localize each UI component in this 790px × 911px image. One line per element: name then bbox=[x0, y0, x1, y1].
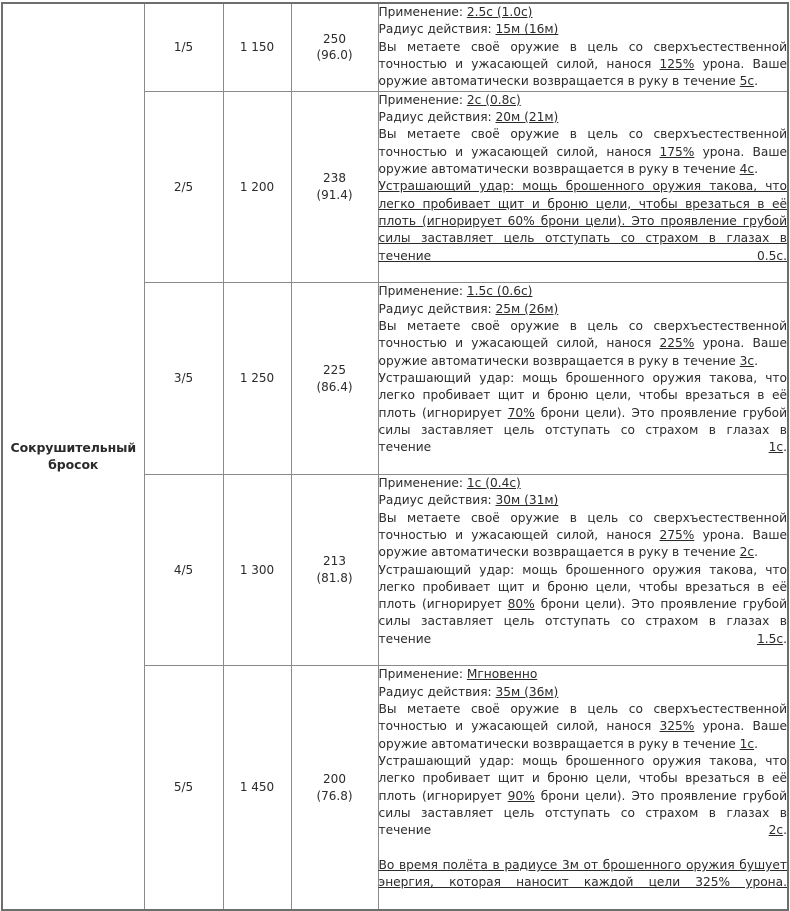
desc-part-3: . bbox=[754, 161, 758, 176]
cost-cell: 1 200 bbox=[223, 91, 291, 283]
desc-part-2: урона. Ваше оружие автоматически возвращается в руку в течение bbox=[378, 56, 787, 89]
rank-cell: 5/5 bbox=[144, 666, 223, 910]
description-paragraph bbox=[379, 39, 788, 91]
cast-value: 2с (0.8с) bbox=[466, 92, 521, 107]
stun-part-2: брони цели). Это проявление грубой силы заставляет цель отступать со страхом в глазах в течение bbox=[378, 405, 788, 455]
skill-table-body bbox=[2, 3, 788, 910]
stun-part-2: брони цели). Это проявление грубой силы заставляет цель отступать со страхом в глазах в течение bbox=[378, 788, 788, 838]
cast-value: Мгновенно bbox=[466, 667, 538, 682]
cast-label: Применение: bbox=[378, 92, 463, 107]
skill-rank-table bbox=[1, 2, 789, 911]
damage-sub: (86.4) bbox=[316, 379, 353, 394]
desc-part-3: . bbox=[754, 736, 758, 751]
damage-sub: (81.8) bbox=[316, 571, 353, 586]
stun-part-1: Устрашающий удар: мощь брошенного оружия такова, что легко пробивает щит и броню цели, чтобы врезаться в её плоть (игнорирует bbox=[378, 370, 787, 420]
desc-damage-percent: 325% bbox=[659, 719, 695, 734]
damage-main: 213 bbox=[323, 554, 346, 569]
desc-part-1: Вы метаете своё оружие в цель со сверхъестественной точностью и ужасающей силой, нанося bbox=[378, 39, 787, 71]
stun-part-2: брони цели). Это проявление грубой силы заставляет цель отступать со страхом в глазах в течение bbox=[378, 597, 788, 646]
stun-paragraph bbox=[379, 370, 788, 474]
stun-part-3: . bbox=[783, 440, 787, 455]
desc-return-time: 4с bbox=[739, 161, 755, 176]
cast-line bbox=[379, 283, 788, 300]
detail-cell bbox=[378, 283, 788, 475]
cost-cell: 1 250 bbox=[223, 283, 291, 475]
stun-part-3: . bbox=[783, 631, 787, 646]
range-line bbox=[379, 492, 788, 509]
stun-armor-percent: 90% bbox=[507, 788, 535, 803]
range-label: Радиус действия: bbox=[378, 22, 492, 37]
damage-cell bbox=[291, 3, 378, 91]
cast-label: Применение: bbox=[378, 284, 463, 299]
cast-label: Применение: bbox=[378, 5, 463, 19]
desc-return-time: 2с bbox=[739, 545, 755, 560]
range-value: 35м (36м) bbox=[495, 684, 559, 699]
stun-armor-percent: 80% bbox=[507, 597, 535, 612]
stun-duration: 1.5с bbox=[757, 631, 784, 646]
desc-damage-percent: 175% bbox=[659, 144, 695, 159]
desc-part-3: . bbox=[754, 353, 758, 368]
damage-sub: (76.8) bbox=[316, 788, 353, 803]
desc-return-time: 5с bbox=[739, 74, 755, 89]
skill-name-cell: Сокрушительный бросок bbox=[2, 3, 144, 910]
desc-part-1: Вы метаете своё оружие в цель со сверхъестественной точностью и ужасающей силой, нанося bbox=[378, 510, 787, 542]
detail-cell bbox=[378, 3, 788, 91]
stun-paragraph: Устрашающий удар: мощь брошенного оружия такова, что легко пробивает щит и броню цели, чтобы врезаться в её плоть (игнорирует 60% брони цели). Это проявление грубой силы заставляет цель отступать со страхом в глазах в течение 0.5с. bbox=[378, 179, 787, 263]
description-paragraph bbox=[379, 126, 788, 178]
stun-paragraph bbox=[379, 562, 788, 666]
damage-main: 200 bbox=[323, 771, 346, 786]
cost-cell: 1 150 bbox=[223, 3, 291, 91]
description-paragraph bbox=[379, 701, 788, 753]
rank-cell: 3/5 bbox=[144, 283, 223, 475]
desc-part-3: . bbox=[754, 74, 758, 89]
range-label: Радиус действия: bbox=[378, 109, 492, 124]
stun-part-1: Устрашающий удар: мощь брошенного оружия такова, что легко пробивает щит и броню цели, чтобы врезаться в её плоть (игнорирует bbox=[378, 562, 787, 612]
damage-cell bbox=[291, 91, 378, 283]
damage-main: 238 bbox=[323, 171, 346, 186]
cast-line bbox=[379, 92, 788, 109]
damage-main: 250 bbox=[323, 31, 346, 46]
cost-cell: 1 450 bbox=[223, 666, 291, 910]
desc-part-3: . bbox=[754, 545, 758, 560]
range-label: Радиус действия: bbox=[378, 493, 492, 508]
stun-paragraph bbox=[379, 753, 788, 857]
stun-armor-percent: 70% bbox=[507, 405, 535, 420]
desc-part-2: урона. Ваше оружие автоматически возвращается в руку в течение bbox=[378, 336, 787, 368]
range-line bbox=[379, 684, 788, 701]
rank-cell: 4/5 bbox=[144, 474, 223, 666]
desc-damage-percent: 125% bbox=[659, 56, 695, 71]
range-value: 25м (26м) bbox=[495, 301, 559, 316]
desc-damage-percent: 275% bbox=[659, 527, 695, 542]
detail-cell bbox=[378, 474, 788, 666]
range-label: Радиус действия: bbox=[378, 684, 492, 699]
table-row bbox=[2, 3, 788, 91]
desc-part-1: Вы метаете своё оружие в цель со сверхъестественной точностью и ужасающей силой, нанося bbox=[378, 702, 787, 734]
cast-value: 1с (0.4с) bbox=[466, 475, 521, 490]
range-value: 15м (16м) bbox=[495, 22, 559, 37]
range-line bbox=[379, 21, 788, 38]
cast-label: Применение: bbox=[378, 475, 463, 490]
range-line bbox=[379, 109, 788, 126]
stun-duration: 1с bbox=[768, 440, 784, 455]
cast-value: 2.5с (1.0с) bbox=[466, 5, 533, 19]
damage-cell bbox=[291, 666, 378, 910]
detail-cell bbox=[378, 666, 788, 910]
desc-part-2: урона. Ваше оружие автоматически возвращается в руку в течение bbox=[378, 144, 787, 176]
damage-sub: (96.0) bbox=[316, 48, 353, 63]
stun-duration: 2с bbox=[768, 823, 784, 838]
flight-paragraph: Во время полёта в радиусе 3м от брошенного оружия бушует энергия, которая наносит каждой цели 325% урона. bbox=[378, 858, 787, 890]
detail-cell bbox=[378, 91, 788, 283]
desc-damage-percent: 225% bbox=[659, 336, 695, 351]
range-value: 30м (31м) bbox=[495, 493, 559, 508]
desc-return-time: 1с bbox=[739, 736, 755, 751]
damage-main: 225 bbox=[323, 362, 346, 377]
range-value: 20м (21м) bbox=[495, 109, 559, 124]
cast-line bbox=[379, 4, 788, 21]
rank-cell: 1/5 bbox=[144, 3, 223, 91]
range-label: Радиус действия: bbox=[378, 301, 492, 316]
stun-part-3: . bbox=[783, 823, 787, 838]
cast-line bbox=[379, 475, 788, 492]
desc-part-2: урона. Ваше оружие автоматически возвращается в руку в течение bbox=[378, 527, 787, 560]
damage-cell bbox=[291, 283, 378, 475]
desc-part-1: Вы метаете своё оружие в цель со сверхъестественной точностью и ужасающей силой, нанося bbox=[378, 127, 787, 159]
damage-sub: (91.4) bbox=[316, 187, 353, 202]
description-paragraph bbox=[379, 318, 788, 370]
rank-cell: 2/5 bbox=[144, 91, 223, 283]
damage-cell bbox=[291, 474, 378, 666]
description-paragraph bbox=[379, 510, 788, 562]
stun-part-1: Устрашающий удар: мощь брошенного оружия такова, что легко пробивает щит и броню цели, чтобы врезаться в её плоть (игнорирует bbox=[378, 754, 787, 803]
cost-cell: 1 300 bbox=[223, 474, 291, 666]
range-line bbox=[379, 301, 788, 318]
cast-label: Применение: bbox=[378, 667, 463, 682]
cast-line bbox=[379, 666, 788, 683]
desc-part-2: урона. Ваше оружие автоматически возвращается в руку в течение bbox=[378, 719, 787, 751]
cast-value: 1.5с (0.6с) bbox=[466, 284, 533, 299]
desc-return-time: 3с bbox=[739, 353, 755, 368]
desc-part-1: Вы метаете своё оружие в цель со сверхъестественной точностью и ужасающей силой, нанося bbox=[378, 318, 787, 351]
